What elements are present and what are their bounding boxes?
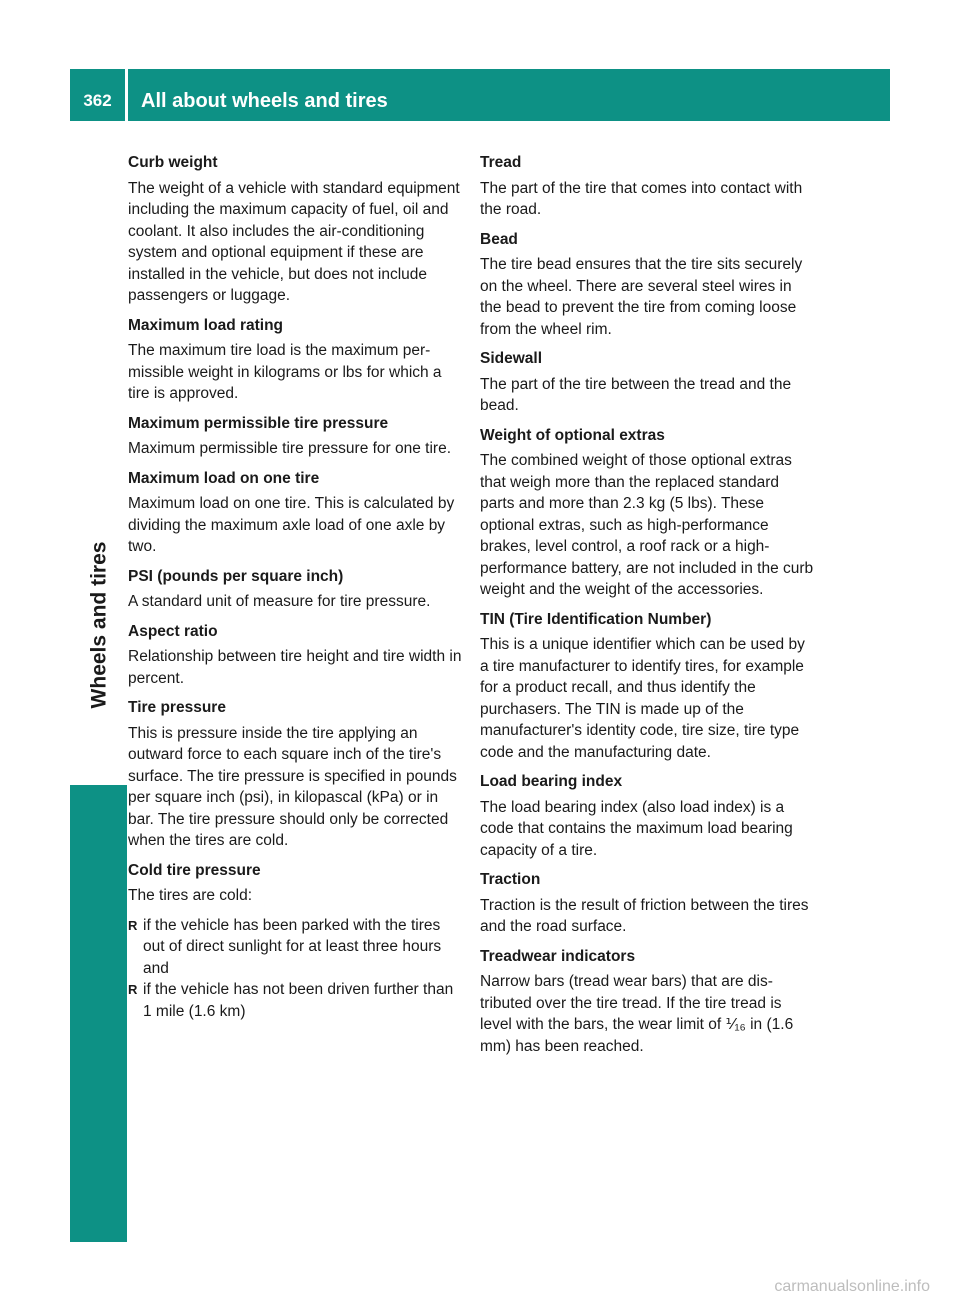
term-definition: This is pressure inside the tire applying an outward force to each square inch of the tire's surface. The tire pressure is specified in pounds per square inch (psi), in kilopascal (kPa) or in bar. The tire pressure should only be corrected when the tires are cold.	[128, 724, 457, 849]
entry-treadwear	[480, 946, 814, 1058]
entry-max-load-one-tire	[128, 468, 462, 558]
watermark: carmanualsonline.info	[774, 1278, 930, 1295]
header-separator	[125, 69, 128, 121]
entry-tread	[480, 152, 814, 221]
term-heading: Sidewall	[480, 350, 543, 367]
term-definition: Maximum permissible tire pressure for one tire.	[128, 440, 452, 457]
entry-load-bearing-index	[480, 771, 814, 861]
right-column	[480, 152, 814, 1065]
term-definition: The weight of a vehicle with standard equipment including the maximum capacity of fuel, oil and coolant. It also includes the air-conditioning system and optional equipment if these are installed in the vehicle, but does not include passengers or luggage.	[128, 179, 460, 304]
term-heading: TIN (Tire Identification Number)	[480, 610, 712, 628]
entry-sidewall	[480, 348, 814, 417]
term-definition: Relationship between tire height and tire width in percent.	[128, 648, 462, 687]
term-definition: The tires are cold:	[128, 887, 253, 904]
page-number: 362	[83, 91, 112, 110]
left-column	[128, 152, 462, 1030]
term-definition: The load bearing index (also load index) is a code that contains the maximum load bearing capacity of a tire.	[480, 798, 793, 859]
term-definition: The part of the tire between the tread and the bead.	[480, 375, 792, 414]
entry-max-load-rating	[128, 315, 462, 405]
term-definition: Maximum load on one tire. This is calculated by dividing the maximum axle load of one axle by two.	[128, 495, 455, 555]
term-definition: The maximum tire load is the maximum permissible weight in kilograms or lbs for which a tire is approved.	[128, 342, 442, 402]
term-heading: Cold tire pressure	[128, 861, 261, 879]
term-definition: A standard unit of measure for tire pressure.	[128, 593, 431, 610]
term-heading: Maximum load on one tire	[128, 469, 320, 487]
entry-cold-tire-pressure	[128, 860, 462, 1023]
bullet-item: R if the vehicle has been parked with the tires out of direct sunlight for at least three hours and	[128, 915, 462, 980]
side-tab-label: Wheels and tires	[87, 541, 111, 709]
side-tab	[84, 475, 114, 775]
entry-tire-pressure	[128, 697, 462, 852]
entry-bead	[480, 229, 814, 341]
term-heading: Traction	[480, 871, 541, 888]
term-definition: The tire bead ensures that the tire sits securely on the wheel. There are several steel wires in the bead to prevent the tire from coming loose from the wheel rim.	[480, 256, 803, 338]
entry-optional-extras	[480, 425, 814, 601]
entry-psi	[128, 566, 462, 613]
term-definition: Narrow bars (tread wear bars) that are distributed over the tire tread. If the tire tread is level with the bars, the wear limit of ⅟₁₆ in (1.6 mm) has been reached.	[480, 973, 794, 1055]
term-heading: Maximum permissible tire pressure	[128, 414, 389, 432]
entry-max-permissible-pressure	[128, 413, 462, 460]
term-heading: Maximum load rating	[128, 316, 284, 334]
side-tab-block	[70, 785, 127, 1242]
term-definition: This is a unique identifier which can be used by a tire manufacturer to identify tires, for example for a product recall, and thus identify the purchasers. The TIN is made up of the manufacturer's identity code, tire size, tire type code and the manufacturing date.	[480, 636, 805, 761]
term-heading: Aspect ratio	[128, 622, 218, 640]
term-heading: Tread	[480, 154, 522, 171]
entry-traction	[480, 869, 814, 938]
section-title: All about wheels and tires	[141, 90, 388, 112]
entry-aspect-ratio	[128, 621, 462, 690]
term-definition: The combined weight of those optional extras that weigh more than the replaced standard parts and more than 2.3 kg (5 lbs). These optional extras, such as high-performance brakes, level control, a roof rack or a high-performance battery, are not included in the curb weight and the weight of the accessories.	[480, 452, 814, 598]
entry-curb-weight	[128, 152, 462, 307]
term-heading: Load bearing index	[480, 773, 623, 790]
term-definition: Traction is the result of friction between the tires and the road surface.	[480, 896, 809, 935]
term-heading: Treadwear indicators	[480, 947, 636, 965]
bullet-item: R if the vehicle has not been driven further than 1 mile (1.6 km)	[128, 979, 462, 1022]
term-heading: PSI (pounds per square inch)	[128, 567, 344, 585]
term-heading: Weight of optional extras	[480, 426, 665, 444]
term-definition: The part of the tire that comes into contact with the road.	[480, 179, 803, 218]
term-heading: Curb weight	[128, 154, 218, 171]
term-heading: Tire pressure	[128, 699, 226, 716]
bullet-list	[128, 915, 462, 1023]
term-heading: Bead	[480, 230, 518, 248]
entry-tin	[480, 609, 814, 764]
